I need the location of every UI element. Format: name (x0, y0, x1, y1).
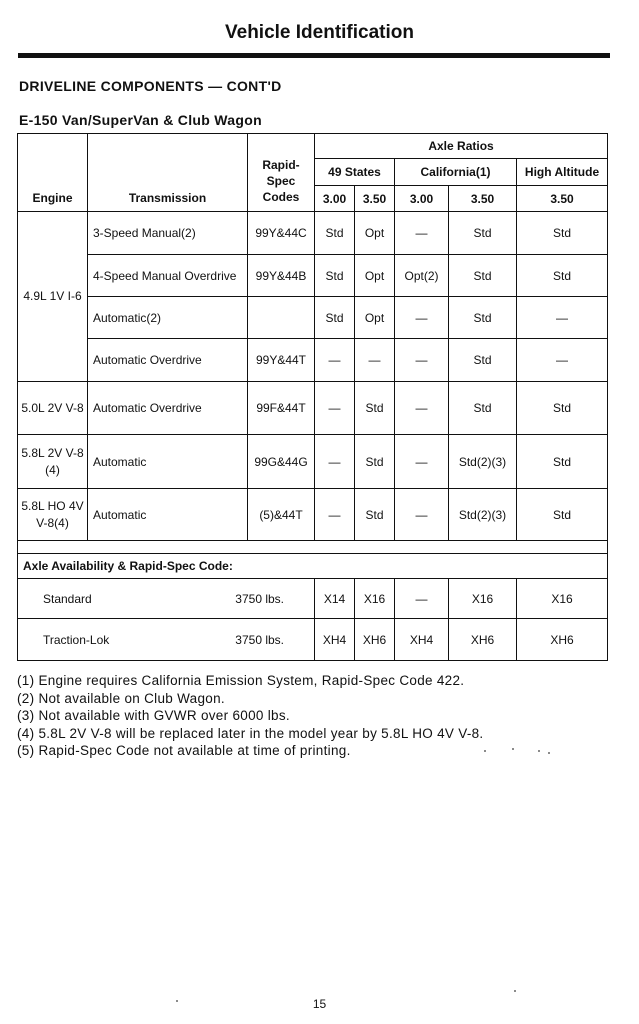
page-number: 15 (312, 997, 327, 1011)
ratio-cell: X16 (449, 579, 517, 619)
table-row (18, 382, 608, 435)
table-row (18, 339, 608, 382)
ratio-cell: Opt(2) (395, 255, 449, 297)
ratio-cell: Std (355, 489, 395, 541)
ratio-header: 3.00 (315, 186, 355, 212)
ratio-cell: X16 (517, 579, 608, 619)
california-header: California(1) (395, 159, 517, 186)
ratio-header: 3.00 (395, 186, 449, 212)
table-caption: E-150 Van/SuperVan & Club Wagon (19, 112, 262, 128)
availability-name: Traction-Lok (43, 632, 110, 647)
axle-ratios-header: Axle Ratios (315, 134, 608, 159)
page-title: Vehicle Identification (225, 22, 414, 43)
ratio-cell: Std (449, 297, 517, 339)
transmission-cell: Automatic (88, 489, 248, 541)
ratio-cell: Std (517, 435, 608, 489)
ratio-cell: — (315, 435, 355, 489)
section-heading: DRIVELINE COMPONENTS — CONT'D (19, 78, 282, 94)
ratio-cell: X14 (315, 579, 355, 619)
engine-cell: 5.8L HO 4V V-8(4) (18, 489, 88, 541)
footnote: (5) Rapid-Spec Code not available at time of printing. (17, 743, 351, 758)
ratio-cell: Std (355, 382, 395, 435)
ratio-cell: XH6 (449, 619, 517, 661)
ratio-header: 3.50 (449, 186, 517, 212)
ratio-cell: Std (315, 255, 355, 297)
engine-header: Engine (18, 134, 88, 212)
ratio-cell: — (395, 212, 449, 255)
availability-weight: 3750 lbs. (235, 632, 284, 647)
table-row (18, 255, 608, 297)
ratio-cell: — (517, 297, 608, 339)
table-row (18, 212, 608, 255)
ratio-cell: Std (315, 297, 355, 339)
ratio-cell: — (395, 382, 449, 435)
ratio-cell: Opt (355, 212, 395, 255)
ratio-cell: XH4 (315, 619, 355, 661)
ratio-cell: — (315, 489, 355, 541)
rapid-spec-header: Rapid-Spec Codes (248, 134, 315, 212)
driveline-table (17, 133, 608, 661)
availability-name: Standard (43, 591, 92, 606)
scan-speck (512, 748, 514, 750)
ratio-cell: Std(2)(3) (449, 489, 517, 541)
engine-cell: 4.9L 1V I-6 (18, 212, 88, 382)
ratio-cell: Std (517, 255, 608, 297)
ratio-cell: — (315, 339, 355, 382)
ratio-cell: Std (449, 339, 517, 382)
ratio-cell: — (395, 489, 449, 541)
footnote: (1) Engine requires California Emission System, Rapid-Spec Code 422. (17, 673, 465, 688)
availability-weight: 3750 lbs. (235, 591, 284, 606)
footnotes (17, 672, 483, 760)
transmission-cell: Automatic Overdrive (88, 382, 248, 435)
scan-speck (514, 990, 516, 992)
ratio-cell: XH6 (355, 619, 395, 661)
header-row-1 (18, 134, 608, 159)
states-49-header: 49 States (315, 159, 395, 186)
ratio-cell: XH6 (517, 619, 608, 661)
ratio-cell: Std (449, 212, 517, 255)
high-altitude-header: High Altitude (517, 159, 608, 186)
footnote: (3) Not available with GVWR over 6000 lbs. (17, 708, 290, 723)
ratio-cell: X16 (355, 579, 395, 619)
availability-label-cell (18, 619, 315, 661)
availability-row (18, 579, 608, 619)
ratio-cell: Std(2)(3) (449, 435, 517, 489)
availability-row (18, 619, 608, 661)
engine-cell: 5.8L 2V V-8 (4) (18, 435, 88, 489)
rapid-spec-cell: 99G&44G (248, 435, 315, 489)
table-row (18, 297, 608, 339)
rapid-spec-cell: 99Y&44C (248, 212, 315, 255)
ratio-cell: Std (517, 212, 608, 255)
rapid-spec-cell: 99Y&44T (248, 339, 315, 382)
ratio-cell: Opt (355, 255, 395, 297)
transmission-cell: 4-Speed Manual Overdrive (88, 255, 248, 297)
ratio-cell: — (395, 435, 449, 489)
ratio-cell: — (395, 297, 449, 339)
ratio-cell: Std (355, 435, 395, 489)
availability-heading: Axle Availability & Rapid-Spec Code: (18, 554, 608, 579)
footnote: (4) 5.8L 2V V-8 will be replaced later in the model year by 5.8L HO 4V V-8. (17, 725, 484, 741)
ratio-cell: Std (517, 382, 608, 435)
scan-speck (538, 750, 540, 752)
transmission-cell: Automatic (88, 435, 248, 489)
rapid-spec-cell: (5)&44T (248, 489, 315, 541)
ratio-cell: Std (449, 382, 517, 435)
availability-label-cell (18, 579, 315, 619)
ratio-cell: — (355, 339, 395, 382)
engine-cell: 5.0L 2V V-8 (18, 382, 88, 435)
rapid-spec-cell: 99Y&44B (248, 255, 315, 297)
ratio-header: 3.50 (355, 186, 395, 212)
scan-speck (484, 750, 486, 752)
ratio-cell: Std (517, 489, 608, 541)
footnote: (2) Not available on Club Wagon. (17, 690, 225, 706)
ratio-cell: Std (315, 212, 355, 255)
ratio-cell: Std (449, 255, 517, 297)
table-row (18, 489, 608, 541)
ratio-cell: Opt (355, 297, 395, 339)
availability-heading-row (18, 554, 608, 579)
rapid-spec-cell (248, 297, 315, 339)
ratio-cell: — (517, 339, 608, 382)
ratio-cell: — (395, 339, 449, 382)
ratio-cell: — (395, 579, 449, 619)
transmission-header: Transmission (88, 134, 248, 212)
ratio-cell: — (315, 382, 355, 435)
rapid-spec-cell: 99F&44T (248, 382, 315, 435)
title-rule (18, 53, 610, 58)
table-row (18, 435, 608, 489)
transmission-cell: Automatic(2) (88, 297, 248, 339)
transmission-cell: Automatic Overdrive (88, 339, 248, 382)
ratio-cell: XH4 (395, 619, 449, 661)
transmission-cell: 3-Speed Manual(2) (88, 212, 248, 255)
ratio-header: 3.50 (517, 186, 608, 212)
spacer-row (18, 541, 608, 554)
scan-speck (548, 752, 550, 754)
